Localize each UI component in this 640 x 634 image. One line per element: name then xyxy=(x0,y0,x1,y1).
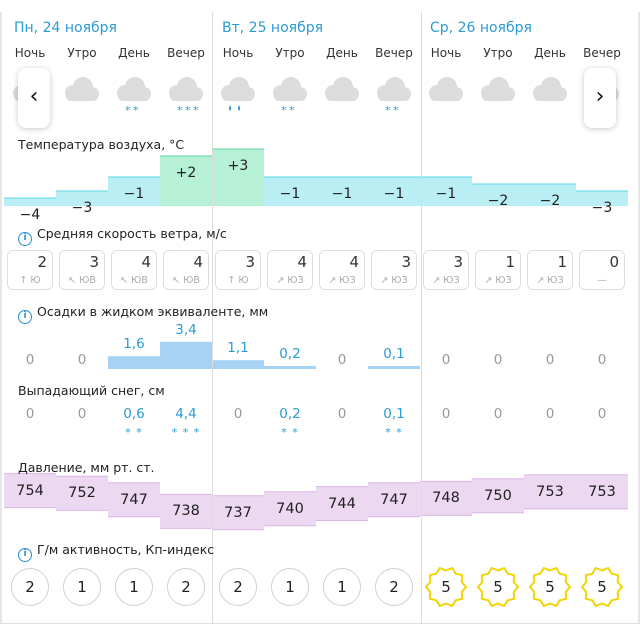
wind-speed: 4 xyxy=(297,253,307,271)
temperature-value: +3 xyxy=(227,158,249,174)
kp-label xyxy=(18,542,214,562)
scroll-right-button[interactable] xyxy=(584,68,616,128)
temperature-value: −2 xyxy=(539,193,561,209)
kp-value: 2 xyxy=(219,568,257,606)
wind-direction: ↗ ЮЗ xyxy=(380,275,408,286)
kp-value: 5 xyxy=(441,578,451,596)
wind-speed: 1 xyxy=(557,253,567,271)
wind-speed: 0 xyxy=(609,253,619,271)
precip-value: 0,2 xyxy=(279,346,301,362)
snow-value: 0 xyxy=(337,406,347,422)
wind-card xyxy=(371,250,417,290)
wind-direction: ↖ ЮВ xyxy=(68,275,96,286)
snow-value: 0 xyxy=(233,406,243,422)
wind-direction: ↑ Ю xyxy=(19,275,41,286)
temperature-value: −4 xyxy=(19,207,41,223)
precip-label-text: Осадки в жидком эквиваленте, мм xyxy=(37,304,269,319)
svg-text:*: * xyxy=(193,104,199,117)
snow-value: 0 xyxy=(77,406,87,422)
temperature-value: −2 xyxy=(487,193,509,209)
wind-speed: 2 xyxy=(37,253,47,271)
temperature-value: +2 xyxy=(175,165,197,181)
time-of-day-label: Вечер xyxy=(583,46,621,60)
time-of-day-label: Утро xyxy=(67,46,97,60)
wind-speed: 1 xyxy=(505,253,515,271)
wind-speed: 3 xyxy=(401,253,411,271)
temperature-value: −1 xyxy=(331,186,353,202)
kp-value: 1 xyxy=(115,568,153,606)
storm-badge xyxy=(527,564,573,610)
cloud-rain-icon xyxy=(212,76,264,122)
time-of-day-label: Ночь xyxy=(222,46,254,60)
kp-label-text: Г/м активность, Кп-индекс xyxy=(37,542,215,557)
day-title: Ср, 26 ноября xyxy=(430,20,532,36)
cloud-snow-icon xyxy=(108,76,160,122)
pressure-value: 737 xyxy=(224,504,252,521)
precip-bar xyxy=(368,366,420,369)
wind-speed: 4 xyxy=(193,253,203,271)
cloud-icon xyxy=(420,76,472,122)
precip-value: 0 xyxy=(493,352,503,368)
info-icon[interactable]: i xyxy=(18,548,32,562)
frame-left xyxy=(0,12,2,624)
chevron-left-icon: ‹ xyxy=(29,84,39,109)
time-of-day-label: День xyxy=(118,46,150,60)
time-of-day-label: Вечер xyxy=(167,46,205,60)
precip-value: 0 xyxy=(77,352,87,368)
snowflake-icon: * * xyxy=(281,426,299,439)
temperature-value: −1 xyxy=(123,186,145,202)
cloud-snow-icon xyxy=(160,76,212,122)
kp-value: 5 xyxy=(597,578,607,596)
day-title: Вт, 25 ноября xyxy=(222,20,324,36)
wind-direction: ↗ ЮЗ xyxy=(484,275,512,286)
snowflake-icon: * * * xyxy=(171,426,201,439)
wind-direction: ↑ Ю xyxy=(227,275,249,286)
storm-badge xyxy=(579,564,625,610)
precip-value: 0,1 xyxy=(383,346,405,362)
pressure-value: 740 xyxy=(276,500,304,517)
time-of-day-label: Ночь xyxy=(14,46,46,60)
precip-label xyxy=(18,304,268,324)
snow-value: 0 xyxy=(545,406,555,422)
pressure-value: 747 xyxy=(120,491,148,508)
wind-speed: 4 xyxy=(141,253,151,271)
chevron-right-icon: › xyxy=(595,84,605,109)
time-of-day-label: Утро xyxy=(483,46,513,60)
kp-value: 1 xyxy=(323,568,361,606)
snowflake-icon: * * xyxy=(385,426,403,439)
kp-value: 2 xyxy=(167,568,205,606)
pressure-value: 754 xyxy=(16,482,44,499)
time-of-day-label: Вечер xyxy=(375,46,413,60)
temperature-value: −1 xyxy=(383,186,405,202)
precip-bar xyxy=(160,342,212,369)
wind-direction: ↗ ЮЗ xyxy=(536,275,564,286)
pressure-value: 753 xyxy=(588,483,616,500)
precip-bar xyxy=(212,360,264,369)
svg-text:*: * xyxy=(385,104,391,117)
precip-value: 0 xyxy=(441,352,451,368)
wind-direction: ↗ ЮЗ xyxy=(432,275,460,286)
kp-value: 1 xyxy=(63,568,101,606)
wind-card xyxy=(319,250,365,290)
snowflake-icon: * * xyxy=(125,426,143,439)
time-of-day-label: Ночь xyxy=(430,46,462,60)
day-title: Пн, 24 ноября xyxy=(14,20,117,36)
wind-card xyxy=(267,250,313,290)
cloud-icon xyxy=(316,76,368,122)
svg-text:*: * xyxy=(125,104,131,117)
snow-value: 0 xyxy=(25,406,35,422)
wind-card xyxy=(527,250,573,290)
snow-value: 0,6 xyxy=(123,406,145,422)
wind-card xyxy=(475,250,521,290)
temperature-value: −1 xyxy=(279,186,301,202)
wind-card xyxy=(215,250,261,290)
wind-card xyxy=(111,250,157,290)
pressure-value: 750 xyxy=(484,487,512,504)
snow-value: 0 xyxy=(441,406,451,422)
kp-value: 5 xyxy=(545,578,555,596)
cloud-icon xyxy=(524,76,576,122)
kp-value: 5 xyxy=(493,578,503,596)
info-icon[interactable]: i xyxy=(18,232,32,246)
storm-badge xyxy=(475,564,521,610)
svg-text:*: * xyxy=(393,104,399,117)
snow-label: Выпадающий снег, см xyxy=(18,383,165,398)
svg-text:*: * xyxy=(177,104,183,117)
cloud-snow-icon xyxy=(264,76,316,122)
kp-value: 2 xyxy=(11,568,49,606)
wind-direction: ↖ ЮВ xyxy=(120,275,148,286)
temperature-value: −1 xyxy=(435,186,457,202)
svg-text:*: * xyxy=(133,104,139,117)
wind-direction: ↗ ЮЗ xyxy=(328,275,356,286)
precip-bar xyxy=(264,366,316,369)
wind-card xyxy=(423,250,469,290)
time-of-day-label: Утро xyxy=(275,46,305,60)
cloud-icon xyxy=(56,76,108,122)
snow-value: 0,2 xyxy=(279,406,301,422)
wind-speed: 4 xyxy=(349,253,359,271)
wind-label-text: Средняя скорость ветра, м/с xyxy=(37,226,227,241)
precip-value: 0 xyxy=(545,352,555,368)
wind-direction: — xyxy=(597,275,607,286)
precip-value: 0 xyxy=(597,352,607,368)
pressure-value: 752 xyxy=(68,485,96,502)
precip-value: 3,4 xyxy=(175,321,197,338)
wind-card xyxy=(163,250,209,290)
temperature-value: −3 xyxy=(591,200,613,216)
snow-value: 4,4 xyxy=(175,406,197,422)
temperature-label: Температура воздуха, °C xyxy=(18,137,185,152)
precip-value: 1,6 xyxy=(123,336,145,353)
wind-speed: 3 xyxy=(89,253,99,271)
wind-label xyxy=(18,226,227,246)
cloud-snow-icon xyxy=(368,76,420,122)
wind-direction: ↗ ЮЗ xyxy=(276,275,304,286)
precip-value: 0 xyxy=(25,352,35,368)
wind-direction: ↖ ЮВ xyxy=(172,275,200,286)
svg-text:*: * xyxy=(289,104,295,117)
temperature-bar xyxy=(4,198,56,206)
snow-value: 0,1 xyxy=(383,406,405,422)
pressure-value: 748 xyxy=(432,490,460,507)
svg-text:*: * xyxy=(185,104,191,117)
wind-card xyxy=(59,250,105,290)
cloud-icon xyxy=(472,76,524,122)
precip-value: 0 xyxy=(337,352,347,368)
kp-value: 1 xyxy=(271,568,309,606)
wind-card xyxy=(579,250,625,290)
svg-text:*: * xyxy=(281,104,287,117)
time-of-day-label: День xyxy=(326,46,358,60)
storm-badge xyxy=(423,564,469,610)
pressure-value: 747 xyxy=(380,491,408,508)
scroll-left-button[interactable] xyxy=(18,68,50,128)
wind-speed: 3 xyxy=(453,253,463,271)
snow-value: 0 xyxy=(493,406,503,422)
pressure-value: 744 xyxy=(328,495,356,512)
info-icon[interactable]: i xyxy=(18,310,32,324)
pressure-value: 738 xyxy=(172,503,200,520)
kp-value: 2 xyxy=(375,568,413,606)
precip-bar xyxy=(108,356,160,369)
wind-card xyxy=(7,250,53,290)
precip-value: 1,1 xyxy=(227,340,249,357)
snow-value: 0 xyxy=(597,406,607,422)
frame-bottom xyxy=(0,623,640,624)
pressure-value: 753 xyxy=(536,483,564,500)
time-of-day-label: День xyxy=(534,46,566,60)
pressure-label: Давление, мм рт. ст. xyxy=(18,460,155,475)
temperature-value: −3 xyxy=(71,200,93,216)
wind-speed: 3 xyxy=(245,253,255,271)
